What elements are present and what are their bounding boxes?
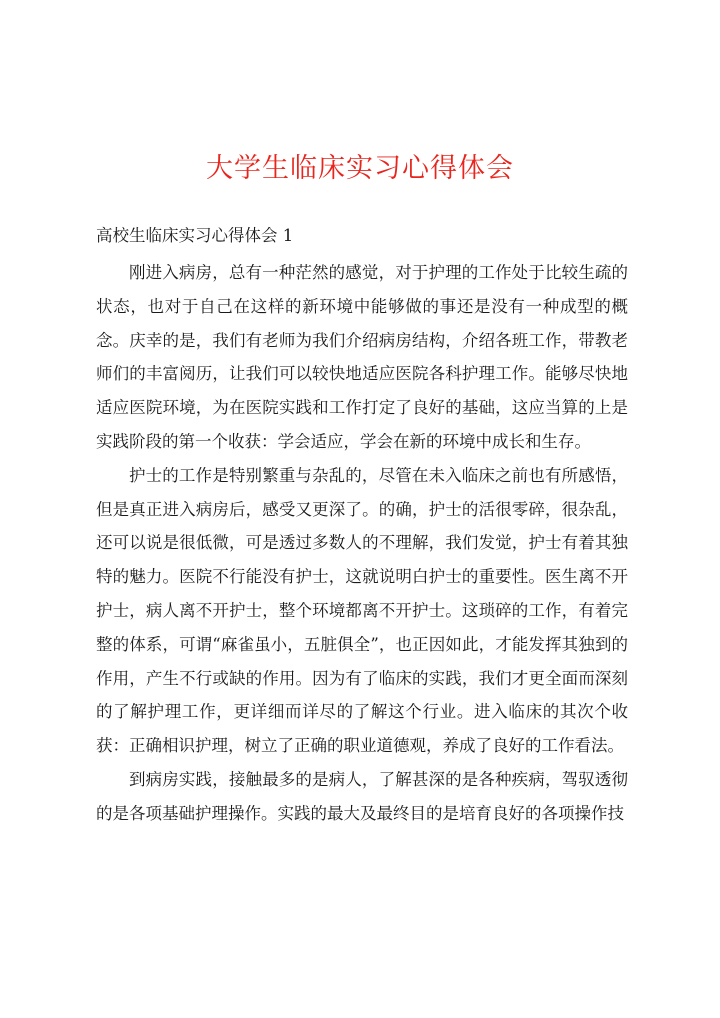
document-title: 大学生临床实习心得体会 (206, 153, 514, 184)
paragraph: 刚进入病房，总有一种茫然的感觉，对于护理的工作处于比较生疏的状态，也对于自己在这样的新环境中能够做的事还是没有一种成型的概念。庆幸的是，我们有老师为我们介绍病房结构，介绍各班工作，带教老师们的丰富阅历，让我们可以较快地适应医院各科护理工作。能够尽快地适应医院环境，为在医院实践和工作打定了良好的基础，这应当算的上是实践阶段的第一个收获：学会适应，学会在新的环境中成长和生存。 (96, 263, 628, 451)
section-heading: 高校生临床实习心得体会 1 (96, 226, 294, 245)
paragraph: 到病房实践，接触最多的是病人，了解甚深的是各种疾病，驾驭透彻的是各项基础护理操作。实践的最大及最终目的是培育良好的各项操作技 (96, 769, 628, 823)
document-body (96, 256, 628, 831)
paragraph: 护士的工作是特别繁重与杂乱的，尽管在未入临床之前也有所感悟，但是真正进入病房后，感受又更深了。的确，护士的活很零碎，很杂乱，还可以说是很低微，可是透过多数人的不理解，我们发觉，护士有着其独特的魅力。医院不行能没有护士，这就说明白护士的重要性。医生离不开护士，病人离不开护士，整个环境都离不开护士。这琐碎的工作，有着完整的体系，可谓“麻雀虽小，五脏俱全”，也正因如此，才能发挥其独到的作用，产生不行或缺的作用。因为有了临床的实践，我们才更全面而深刻的了解护理工作，更详细而详尽的了解这个行业。进入临床的其次个收获：正确相识护理，树立了正确的职业道德观，养成了良好的工作看法。 (96, 465, 628, 756)
